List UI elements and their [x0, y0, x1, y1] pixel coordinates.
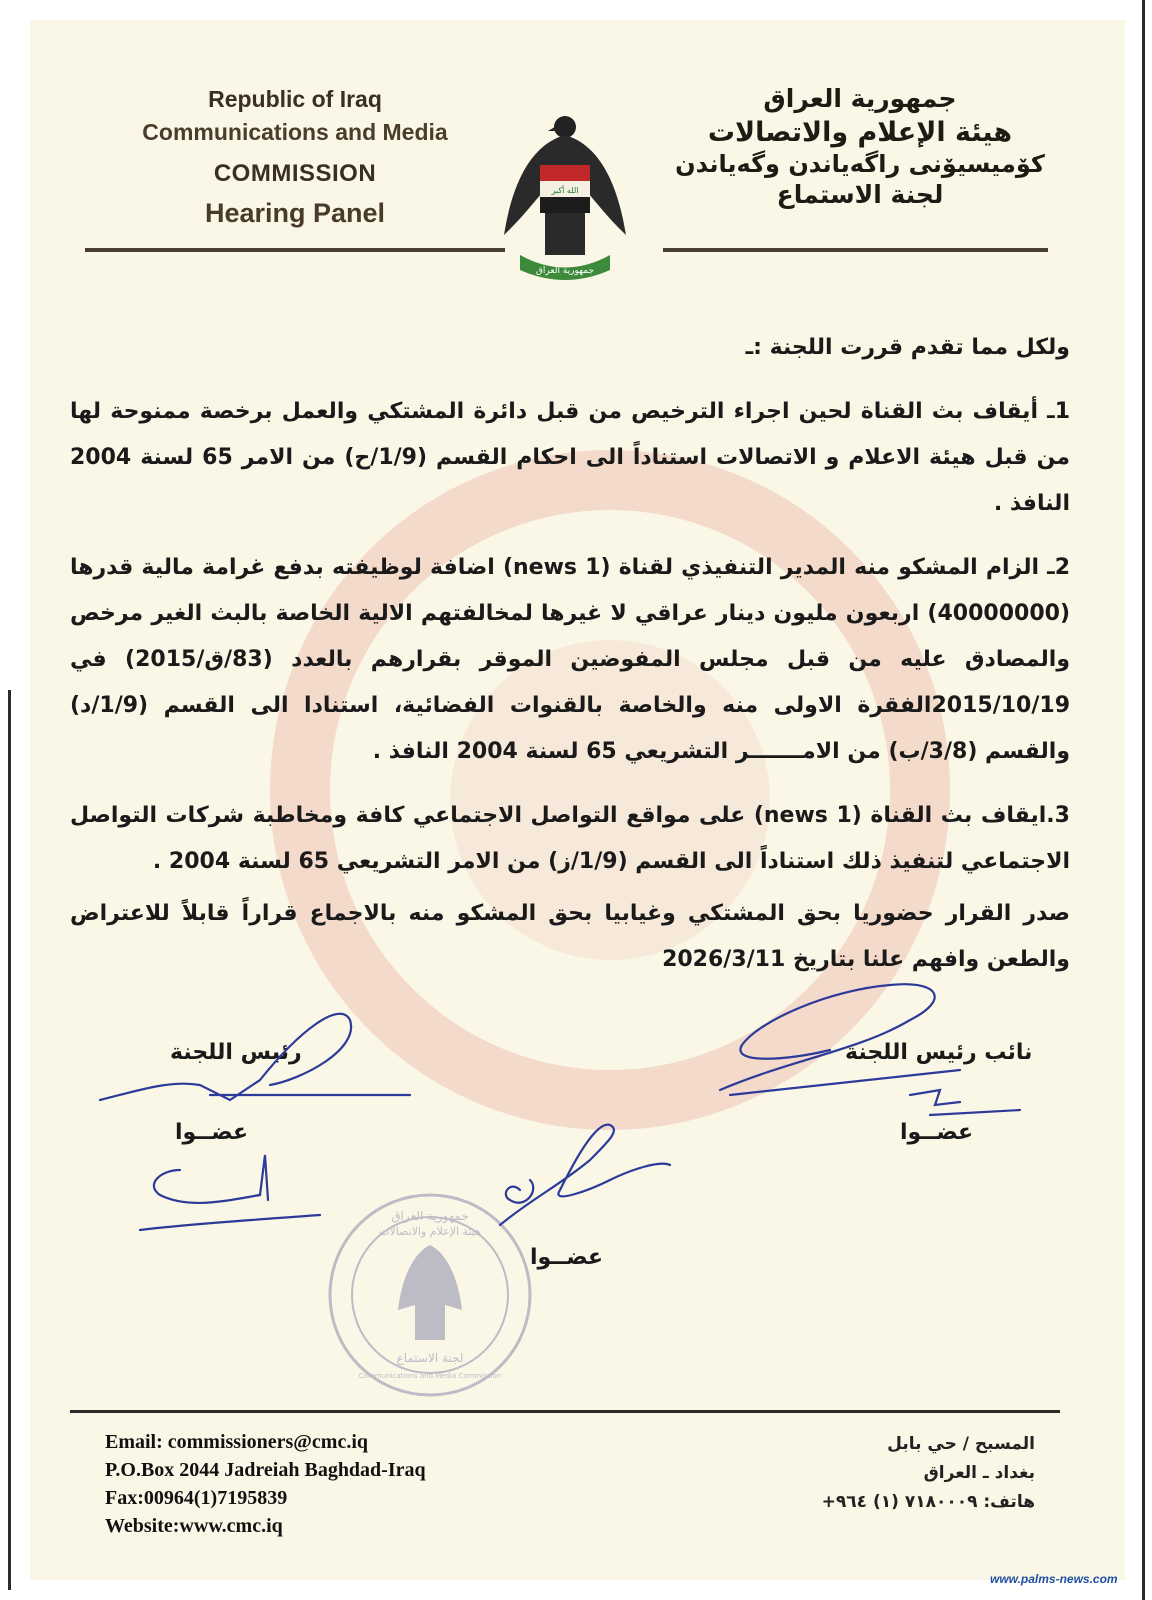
member-right-label: عضــوا	[900, 1120, 974, 1145]
frame-edge-right	[1142, 0, 1145, 1600]
stamp-top-text: جمهورية العراق	[391, 1209, 469, 1223]
signature-member-left	[140, 1155, 320, 1230]
document-page	[30, 20, 1125, 1580]
decision-verdict: صدر القرار حضوريا بحق المشتكي وغيابيا بحق المشكو منه بالاجماع قراراً قابلاً للاعتراض والطعن وافهم علنا بتاريخ 2026/3/11	[70, 901, 1070, 972]
stamp-bottom-text: لجنة الاستماع	[396, 1351, 464, 1365]
iraq-eagle-emblem-icon	[500, 105, 630, 285]
frame-edge-left	[8, 690, 11, 1590]
signature-member-right	[910, 1090, 1020, 1115]
vice-chair-label: نائب رئيس اللجنة	[845, 1040, 1033, 1065]
stamp-ring-text: هيئة الإعلام والاتصالات	[379, 1225, 481, 1238]
member-center-label: عضــوا	[530, 1245, 604, 1270]
emblem-scroll-text: جمهورية العراق	[535, 266, 595, 276]
header-republic: Republic of Iraq	[208, 86, 382, 112]
header-ar-commission: هيئة الإعلام والاتصالات	[707, 117, 1013, 148]
decision-body	[70, 325, 1070, 1001]
footer-email: Email: commissioners@cmc.iq	[105, 1431, 369, 1453]
chair-label: رئيس اللجنة	[170, 1040, 302, 1065]
stamp-ring-text-en: Communications and Media Commission	[358, 1372, 502, 1380]
emblem-shield-text: الله أكبر	[551, 186, 579, 195]
footer-address: المسبح / حي بابل	[887, 1434, 1035, 1454]
decision-intro: ولكل مما تقدم قررت اللجنة :ـ	[745, 335, 1070, 360]
member-left-label: عضــوا	[175, 1120, 249, 1145]
header-hearing-panel: Hearing Panel	[204, 198, 386, 228]
decision-item-2: 2ـ الزام المشكو منه المدير التنفيذي لقناة (1 news) اضافة لوظيفته بدفع غرامة مالية قدرها (40000000) اربعون مليون دينار عراقي لا غيرها لمخالفتهم الالية الخاصة بالبث الغير مرخص والمصادق عليه من قبل مجلس المفوضين الموقر بقرارهم بالعدد (83/ق/2015) في 2015/10/19الفقرة الاولى منه والخاصة بالقنوات الفضائية، استنادا الى القسم (1/9/د) والقسم (3/8/ب) من الامـــــــر التشريعي 65 لسنة 2004 النافذ .	[70, 555, 1070, 764]
footer-contact-arabic	[750, 1430, 1035, 1517]
signature-member-center	[500, 1125, 670, 1225]
header-kurdish-commission: كۆمیسیۆنی راگەیاندن وگەیاندن	[675, 150, 1045, 178]
footer-phone: هاتف: ٧١٨٠٠٠٩ (١) ٩٦٤+	[821, 1492, 1035, 1512]
footer-rule	[70, 1410, 1060, 1413]
footer-city: بغداد ـ العراق	[923, 1463, 1035, 1483]
header-ar-hearing-panel: لجنة الاستماع	[776, 180, 944, 209]
footer-pobox: P.O.Box 2044 Jadreiah Baghdad-Iraq	[105, 1459, 426, 1481]
decision-item-1: 1ـ أيقاف بث القناة لحين اجراء الترخيص من قبل دائرة المشتكي والعمل برخصة ممنوحة لها من قبل هيئة الاعلام و الاتصالات استناداً الى احكام القسم (1/9/ح) من الامر 65 لسنة 2004 النافذ .	[70, 399, 1070, 516]
footer-fax: Fax:00964(1)7195839	[105, 1487, 288, 1509]
header-rule-right	[663, 248, 1048, 252]
decision-item-3: 3.ايقاف بث القناة (1 news) على مواقع التواصل الاجتماعي كافة ومخاطبة شركات التواصل الاجتماعي لتنفيذ ذلك استناداً الى القسم (1/9/ز) من الامر التشريعي 65 لسنة 2004 .	[70, 803, 1070, 874]
footer-website: Website:www.cmc.iq	[105, 1515, 283, 1537]
hearing-panel-stamp	[330, 1195, 530, 1395]
header-ar-republic: جمهورية العراق	[763, 84, 957, 113]
header-english	[90, 80, 500, 229]
footer-contact-english	[105, 1428, 426, 1540]
source-watermark: www.palms-news.com	[990, 1572, 1118, 1586]
header-arabic	[670, 80, 1050, 209]
header-commission-name: Communications and Media	[142, 119, 448, 145]
header-rule-left	[85, 248, 505, 252]
header-commission: COMMISSION	[213, 160, 377, 187]
